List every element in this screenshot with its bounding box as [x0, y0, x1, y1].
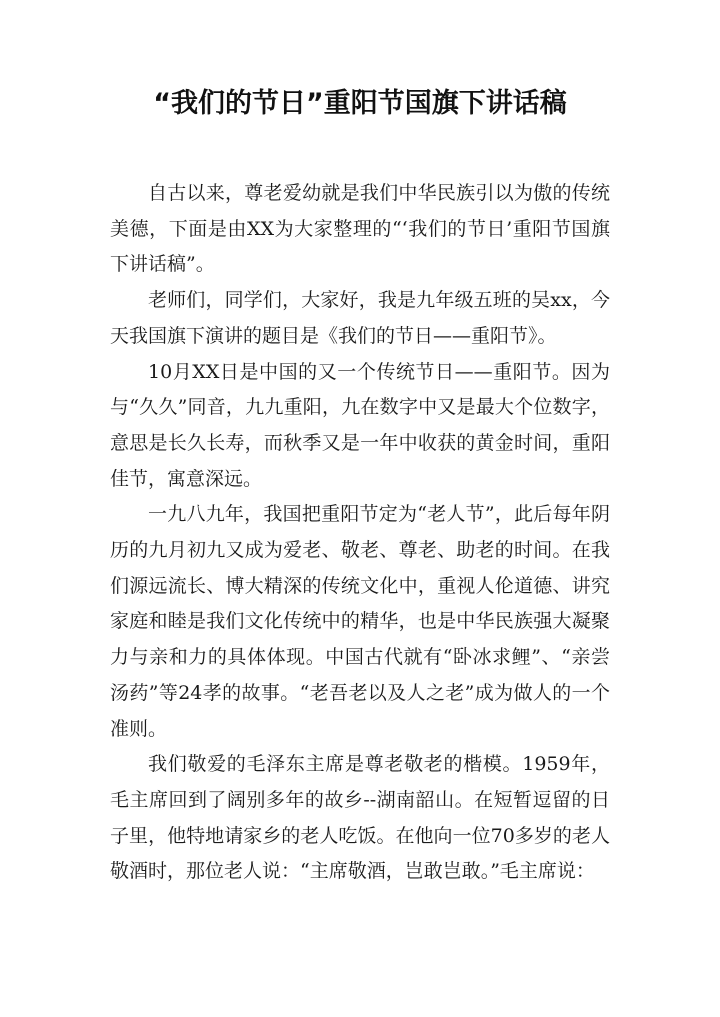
- paragraph: 10月XX日是中国的又一个传统节日——重阳节。因为与“久久”同音，九九重阳，九在数字中又是最大个位数字，意思是长久长寿，而秋季又是一年中收获的黄金时间，重阳佳节，寓意深远。: [110, 360, 610, 490]
- paragraph: 老师们，同学们，大家好，我是九年级五班的吴xx，今天我国旗下演讲的题目是《我们的节日——重阳节》。: [110, 289, 610, 347]
- paragraph: 我们敬爱的毛泽东主席是尊老敬老的楷模。1959年，毛主席回到了阔别多年的故乡--湖南韶山。在短暂逗留的日子里，他特地请家乡的老人吃饭。在他向一位70多岁的老人敬酒时，那位老人说：“主席敬酒，岂敢岂敢。”毛主席说：: [110, 753, 610, 883]
- paragraph: 自古以来，尊老爱幼就是我们中华民族引以为傲的传统美德，下面是由XX为大家整理的“‘我们的节日’重阳节国旗下讲话稿”。: [110, 182, 610, 276]
- document-title: “我们的节日”重阳节国旗下讲话稿: [153, 88, 567, 119]
- paragraph: 一九八九年，我国把重阳节定为“老人节”，此后每年阴历的九月初九又成为爱老、敬老、尊老、助老的时间。在我们源远流长、博大精深的传统文化中，重视人伦道德、讲究家庭和睦是我们文化传统中的精华，也是中华民族强大凝聚力与亲和力的具体体现。中国古代就有“卧冰求鲤”、“亲尝汤药”等24孝的故事。“老吾老以及人之老”成为做人的一个准则。: [110, 503, 610, 740]
- document-body: [110, 176, 610, 890]
